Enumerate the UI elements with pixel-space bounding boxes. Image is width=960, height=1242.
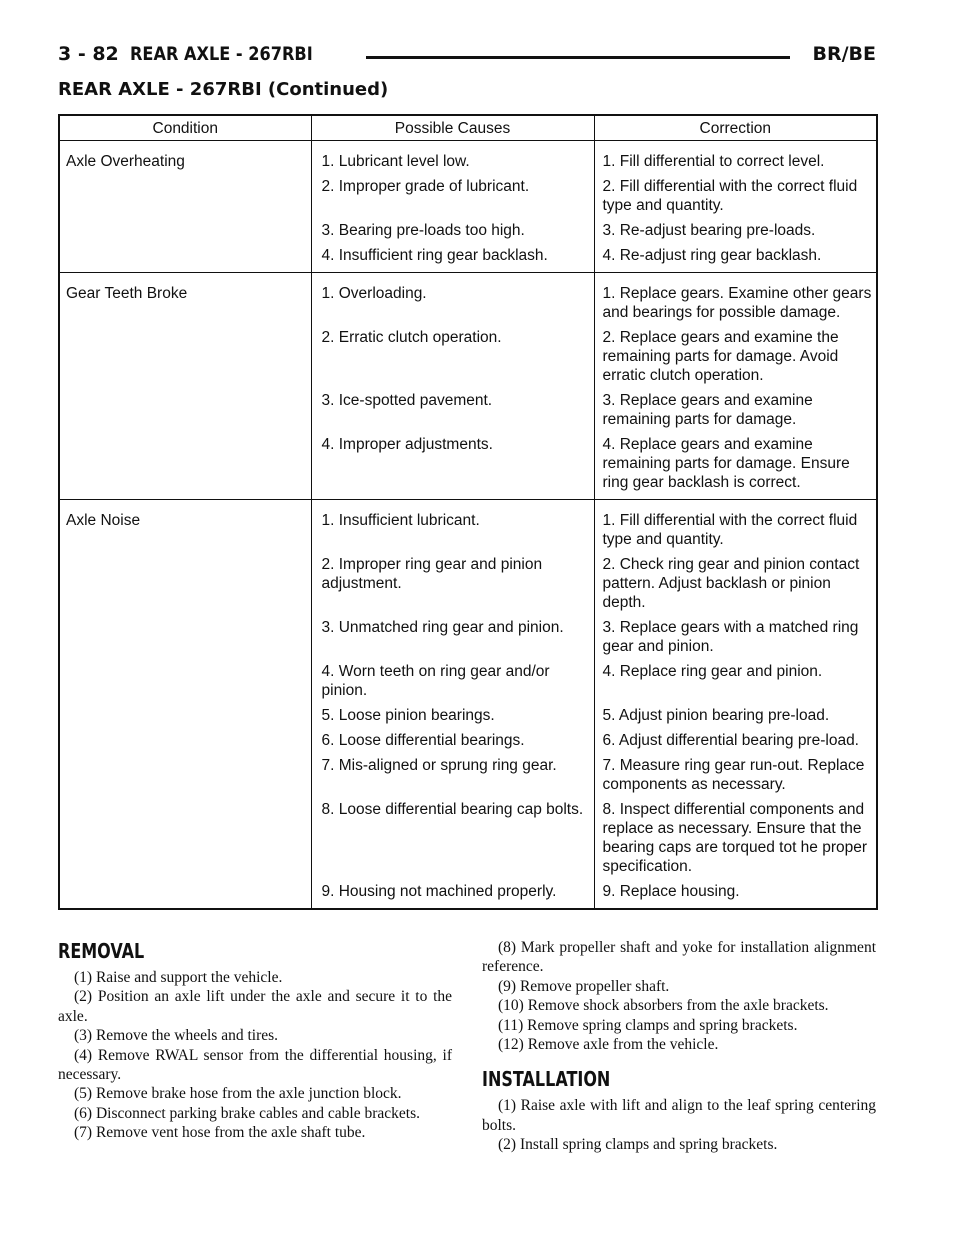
table-row [59, 325, 877, 388]
cause-cell: 1. Overloading. [311, 273, 594, 326]
condition-cell [59, 243, 311, 273]
list-item: (1) Raise and support the vehicle. [74, 969, 283, 986]
table-body [59, 141, 877, 910]
condition-cell [59, 432, 311, 500]
column-header: Possible Causes [311, 115, 594, 141]
correction-cell: 3. Re-adjust bearing pre-loads. [602, 222, 816, 239]
correction-cell: 4. Replace ring gear and pinion. [602, 663, 823, 680]
cause-cell: 4. Insufficient ring gear backlash. [311, 243, 594, 273]
correction-cell: 5. Adjust pinion bearing pre-load. [602, 707, 830, 724]
condition-cell [59, 218, 311, 243]
list-item: (1) Raise axle with lift and align to the leaf spring centering bolts. [482, 1097, 876, 1134]
table-row [59, 388, 877, 432]
diagnosis-table [58, 114, 878, 910]
cause-cell: 1. Insufficient lubricant. [311, 500, 594, 553]
section-title: REAR AXLE - 267RBI [130, 43, 313, 65]
list-item: (2) Position an axle lift under the axle and secure it to the axle. [58, 988, 452, 1025]
cause-cell: 4. Worn teeth on ring gear and/or pinion. [311, 659, 594, 703]
correction-cell: 3. Replace gears and examine remaining parts for damage. [602, 392, 813, 428]
table-row [59, 753, 877, 797]
table-row [59, 174, 877, 218]
condition-cell [59, 879, 311, 909]
correction-cell: 2. Replace gears and examine the remaining parts for damage. Avoid erratic clutch operation. [602, 329, 839, 384]
model-code: BR/BE [812, 43, 876, 65]
correction-cell: 4. Re-adjust ring gear backlash. [594, 243, 877, 273]
condition-cell [59, 703, 311, 728]
cause-cell: 2. Improper ring gear and pinion adjustment. [311, 552, 594, 615]
correction-cell: 8. Inspect differential components and replace as necessary. Ensure that the bearing caps are torqued tot he proper specification. [602, 801, 868, 875]
condition-cell: Gear Teeth Broke [59, 273, 311, 326]
page-header [58, 43, 876, 71]
list-item: (11) Remove spring clamps and spring brackets. [498, 1016, 798, 1034]
installation-heading: INSTALLATION [482, 1067, 611, 1092]
table-row [59, 879, 877, 909]
list-item: (5) Remove brake hose from the axle junction block. [74, 1085, 402, 1103]
list-item: (6) Disconnect parking brake cables and cable brackets. [74, 1104, 421, 1122]
cause-cell: 8. Loose differential bearing cap bolts. [311, 797, 594, 879]
correction-cell: 7. Measure ring gear run-out. Replace components as necessary. [602, 757, 865, 793]
cause-cell: 3. Ice-spotted pavement. [311, 388, 594, 432]
condition-cell [59, 174, 311, 218]
cause-cell: 7. Mis-aligned or sprung ring gear. [311, 753, 594, 797]
cause-cell: 1. Lubricant level low. [311, 141, 594, 175]
table-row [59, 500, 877, 553]
table-row [59, 552, 877, 615]
page-number: 3 - 82 [58, 43, 119, 65]
table-row [59, 273, 877, 326]
condition-cell [59, 797, 311, 879]
cause-cell: 3. Bearing pre-loads too high. [311, 218, 594, 243]
table-row [59, 659, 877, 703]
table-row [59, 797, 877, 879]
list-item: (8) Mark propeller shaft and yoke for installation alignment reference. [482, 939, 876, 976]
list-item: (2) Install spring clamps and spring brackets. [498, 1136, 778, 1154]
correction-cell: 2. Fill differential with the correct fluid type and quantity. [602, 178, 858, 214]
correction-cell: 1. Fill differential with the correct fluid type and quantity. [602, 512, 858, 548]
table-row [59, 432, 877, 500]
removal-steps-left [58, 968, 452, 1143]
correction-cell: 6. Adjust differential bearing pre-load. [602, 732, 859, 749]
removal-heading: REMOVAL [58, 939, 145, 963]
cause-cell: 6. Loose differential bearings. [311, 728, 594, 753]
correction-cell: 4. Replace gears and examine remaining parts for damage. Ensure ring gear backlash is correct. [594, 432, 877, 500]
table-row [59, 728, 877, 753]
correction-cell: 3. Replace gears with a matched ring gear and pinion. [602, 619, 859, 655]
condition-cell [59, 615, 311, 659]
table-header-row [59, 115, 877, 141]
condition-cell [59, 552, 311, 615]
condition-cell [59, 659, 311, 703]
header-rule [366, 56, 790, 59]
condition-cell [59, 388, 311, 432]
column-header: Correction [594, 115, 877, 141]
condition-cell: Axle Overheating [59, 141, 311, 175]
right-column [482, 938, 876, 1155]
cause-cell: 2. Improper grade of lubricant. [311, 174, 594, 218]
column-header: Condition [59, 115, 311, 141]
table-row [59, 703, 877, 728]
cause-cell: 4. Improper adjustments. [311, 432, 594, 500]
list-item: (9) Remove propeller shaft. [498, 977, 670, 995]
list-item: (7) Remove vent hose from the axle shaft tube. [74, 1124, 366, 1142]
correction-cell: 9. Replace housing. [594, 879, 877, 909]
cause-cell: 2. Erratic clutch operation. [311, 325, 594, 388]
cause-cell: 3. Unmatched ring gear and pinion. [311, 615, 594, 659]
cause-cell: 9. Housing not machined properly. [311, 879, 594, 909]
table-row [59, 243, 877, 273]
correction-cell: 1. Fill differential to correct level. [602, 153, 825, 170]
left-column [58, 938, 452, 1143]
list-item: (4) Remove RWAL sensor from the differential housing, if necessary. [58, 1046, 452, 1084]
installation-steps [482, 1096, 876, 1154]
condition-cell [59, 325, 311, 388]
correction-cell: 1. Replace gears. Examine other gears and bearings for possible damage. [602, 285, 872, 321]
continued-title: REAR AXLE - 267RBI (Continued) [58, 79, 389, 100]
table-row [59, 218, 877, 243]
removal-steps-right [482, 938, 876, 1054]
list-item: (12) Remove axle from the vehicle. [498, 1036, 719, 1054]
table-row [59, 141, 877, 175]
correction-cell: 2. Check ring gear and pinion contact pattern. Adjust backlash or pinion depth. [602, 556, 860, 611]
list-item: (3) Remove the wheels and tires. [74, 1027, 279, 1045]
condition-cell [59, 728, 311, 753]
cause-cell: 5. Loose pinion bearings. [311, 703, 594, 728]
list-item: (10) Remove shock absorbers from the axle brackets. [498, 997, 829, 1015]
condition-cell [59, 753, 311, 797]
condition-cell: Axle Noise [59, 500, 311, 553]
table-row [59, 615, 877, 659]
